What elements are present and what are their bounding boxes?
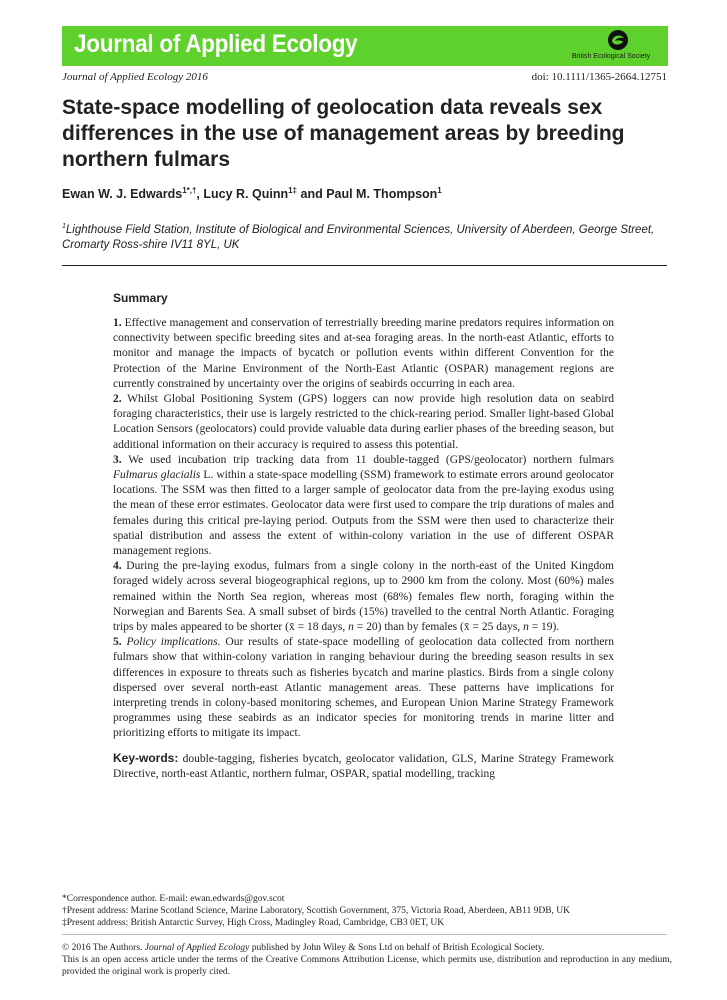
point-text: = 19). xyxy=(528,621,560,634)
summary-heading: Summary xyxy=(113,291,168,305)
summary-point-3 xyxy=(113,453,614,559)
point-text: Whilst Global Positioning System (GPS) loggers can now provide high resolution data on seabird foraging characteristics, their use is largely restricted to the chick-rearing period. Smaller light-based Global Location Sensors (geolocators) could provide valuable data during earlier phases of the breeding season, but additional information on their accuracy is required to assess this potential. xyxy=(113,393,614,451)
summary-point-1 xyxy=(113,316,614,392)
copyright-line xyxy=(62,942,672,954)
point-number: 4. xyxy=(113,560,122,573)
present-address-note: †Present address: Marine Scotland Science, Marine Laboratory, Scottish Government, 375, Victoria Road, Aberdeen, AB11 9DB, UK xyxy=(62,906,571,917)
author-affiliation-mark: 1 xyxy=(437,186,442,195)
policy-implications-lead: Policy implications. xyxy=(126,636,221,649)
doi-link[interactable]: doi: 10.1111/1365-2664.12751 xyxy=(531,71,667,83)
species-name: Fulmarus glacialis xyxy=(113,469,201,482)
correspondence-note: *Correspondence author. E-mail: ewan.edwards@gov.scot xyxy=(62,894,285,904)
author-separator: , xyxy=(196,187,204,202)
affiliation xyxy=(62,219,662,253)
footer-divider xyxy=(62,934,667,935)
point-number: 5. xyxy=(113,636,122,649)
point-number: 1. xyxy=(113,317,122,329)
author-list xyxy=(62,186,442,201)
header-divider xyxy=(62,265,667,266)
present-address-note: ‡Present address: British Antarctic Survey, High Cross, Madingley Road, Cambridge, CB3 0ET, UK xyxy=(62,918,445,929)
running-head-journal: Journal of Applied Ecology 2016 xyxy=(62,71,208,83)
license-text: This is an open access article under the terms of the Creative Commons Attribution License, which permits use, distribution and reproduction in any medium, provided the original work is properly cited. xyxy=(62,955,672,978)
publisher-logo xyxy=(566,29,656,63)
sample-size-symbol: n xyxy=(523,621,529,634)
summary-point-2 xyxy=(113,392,614,453)
author-affiliation-mark: 1‡ xyxy=(288,186,298,195)
author-name: Paul M. Thompson xyxy=(326,187,438,202)
summary-body xyxy=(113,316,614,782)
publisher-name: British Ecological Society xyxy=(571,53,651,60)
point-text: During the pre-laying exodus, fulmars from a single colony in the north-east of the United Kingdom foraged widely across several biogeographical regions, up to 2900 km from the colony. Most (60%) males remained within the North Sea region, whereas most (68%) females flew north, foraging within the Norwegian and Barents Sea. A small subset of birds (15%) travelled to the central North Atlantic. Foraging trips by males appeared to be shorter (x̄ = 18 days, xyxy=(113,560,614,634)
bes-logo-icon xyxy=(607,29,629,51)
point-number: 3. xyxy=(113,453,122,466)
journal-name: Journal of Applied Ecology xyxy=(144,943,250,953)
keywords xyxy=(113,751,614,782)
copyright-text: © 2016 The Authors. xyxy=(62,943,145,953)
keywords-text: double-tagging, fisheries bycatch, geolocator validation, GLS, Marine Strategy Framework Directive, north-east Atlantic, northern fulmar, OSPAR, spatial modelling, tracking xyxy=(113,752,614,780)
copyright-notice xyxy=(62,942,672,979)
point-number: 2. xyxy=(113,393,122,406)
author-separator: and xyxy=(297,187,327,202)
summary-point-5 xyxy=(113,635,614,741)
summary-point-4 xyxy=(113,559,614,635)
point-text: L. within a state-space modelling (SSM) framework to estimate errors around geolocator locations. The SSM was then fitted to a larger sample of geolocator data from the pre-laying exodus using the mean of these error estimates. Geolocator data were first used to compare the trip durations of males and females during this critical pre-laying period. Outputs from the SSM were then used to characterize their spatial distribution and assess the extent of within-colony variation in the use of different OSPAR management regions. xyxy=(113,469,614,558)
author-name: Ewan W. J. Edwards xyxy=(62,187,183,202)
journal-title: Journal of Applied Ecology xyxy=(74,30,358,58)
affiliation-text: Lighthouse Field Station, Institute of Biological and Environmental Sciences, University of Aberdeen, George Street, Cromarty Ross-shire IV11 8YL, UK xyxy=(62,223,655,251)
journal-banner xyxy=(62,26,668,66)
point-text: Effective management and conservation of terrestrially breeding marine predators requires information on connectivity between specific breeding sites and at-sea foraging areas. In the north-east Atlantic, efforts to monitor and manage the impacts of bycatch or pollution events within different Convention for the Protection of the Marine Environment of the North-East Atlantic (OSPAR) management regions are currently constrained by uncertainty over the origins of seabirds occurring in each area. xyxy=(113,317,615,390)
article-title: State-space modelling of geolocation data reveals sex differences in the use of management areas by breeding northern fulmars xyxy=(62,96,625,171)
copyright-text: published by John Wiley & Sons Ltd on behalf of British Ecological Society. xyxy=(249,943,545,953)
point-text: We used incubation trip tracking data from 11 double-tagged (GPS/geolocator) northern fulmars xyxy=(128,453,614,466)
affiliation-mark: 1 xyxy=(62,223,66,230)
keywords-label: Key-words: xyxy=(113,750,179,765)
author-affiliation-mark: 1*,† xyxy=(182,186,197,195)
point-text: Our results of state-space modelling of geolocation data collected from northern fulmars show that within-colony variation in ranging behaviour during the breeding season results in sex differences in exposure to threats such as fisheries bycatch and marine plastics. Birds from a single colony dispersed over several north-east Atlantic management areas. These patterns have implications for interpreting trends in colony-based monitoring schemes, and European Union Marine Strategy Framework programmes using these seabirds as an indicator species for monitoring trends in marine litter and prioritizing efforts to mitigate its impact. xyxy=(113,636,615,740)
point-text: = 20) than by females (x̄ = 25 days, xyxy=(353,621,524,634)
author-name: Lucy R. Quinn xyxy=(203,187,289,202)
sample-size-symbol: n xyxy=(348,621,354,634)
footnotes xyxy=(62,893,672,930)
